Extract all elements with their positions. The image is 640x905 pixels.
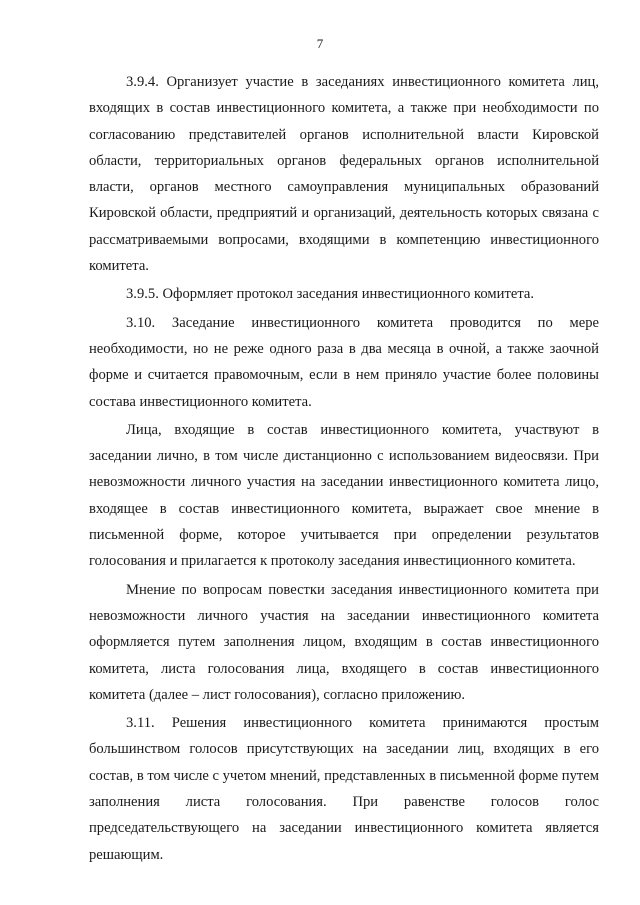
paragraph-3-9-5: 3.9.5. Оформляет протокол заседания инвестиционного комитета. [126,286,535,303]
paragraph-3-11: 3.11. Решения инвестиционного комитета принимаются простым большинством голосов присутствующих на заседании лиц, входящих в его состав, в том числе с учетом мнений, представленных в письменной форме путем заполнения листа голосования. При равенстве голосов голос председательствующего на заседании инвестиционного комитета является решающим. [89,715,599,863]
page-number: 7 [316,36,324,51]
paragraph-opinion: Мнение по вопросам повестки заседания инвестиционного комитета при невозможности личного участия на заседании инвестиционного комитета оформляется путем заполнения лицом, входящим в состав инвестиционного комитета, листа голосования лица, входящего в состав инвестиционного комитета (далее – лист голосования), согласно приложению. [89,581,599,703]
paragraph-3-9-4: 3.9.4. Организует участие в заседаниях инвестиционного комитета лиц, входящих в состав инвестиционного комитета, а также при необходимости по согласованию представителей органов исполнительной власти Кировской области, территориальных органов федеральных органов исполнительной власти, органов местного самоуправления муниципальных образований Кировской области, предприятий и организаций, деятельность которых связана с рассматриваемыми вопросами, входящими в компетенцию инвестиционного комитета. [89,74,599,275]
document-body [89,69,599,868]
paragraph-3-10: 3.10. Заседание инвестиционного комитета проводится по мере необходимости, но не реже одного раза в два месяца в очной, а также заочной форме и считается правомочным, если в нем приняло участие более половины состава инвестиционного комитета. [89,314,599,410]
paragraph-participation: Лица, входящие в состав инвестиционного комитета, участвуют в заседании лично, в том числе дистанционно с использованием видеосвязи. При невозможности личного участия на заседании инвестиционного комитета лицо, входящее в состав инвестиционного комитета, выражает свое мнение в письменной форме, которое учитывается при определении результатов голосования и прилагается к протоколу заседания инвестиционного комитета. [89,421,599,570]
